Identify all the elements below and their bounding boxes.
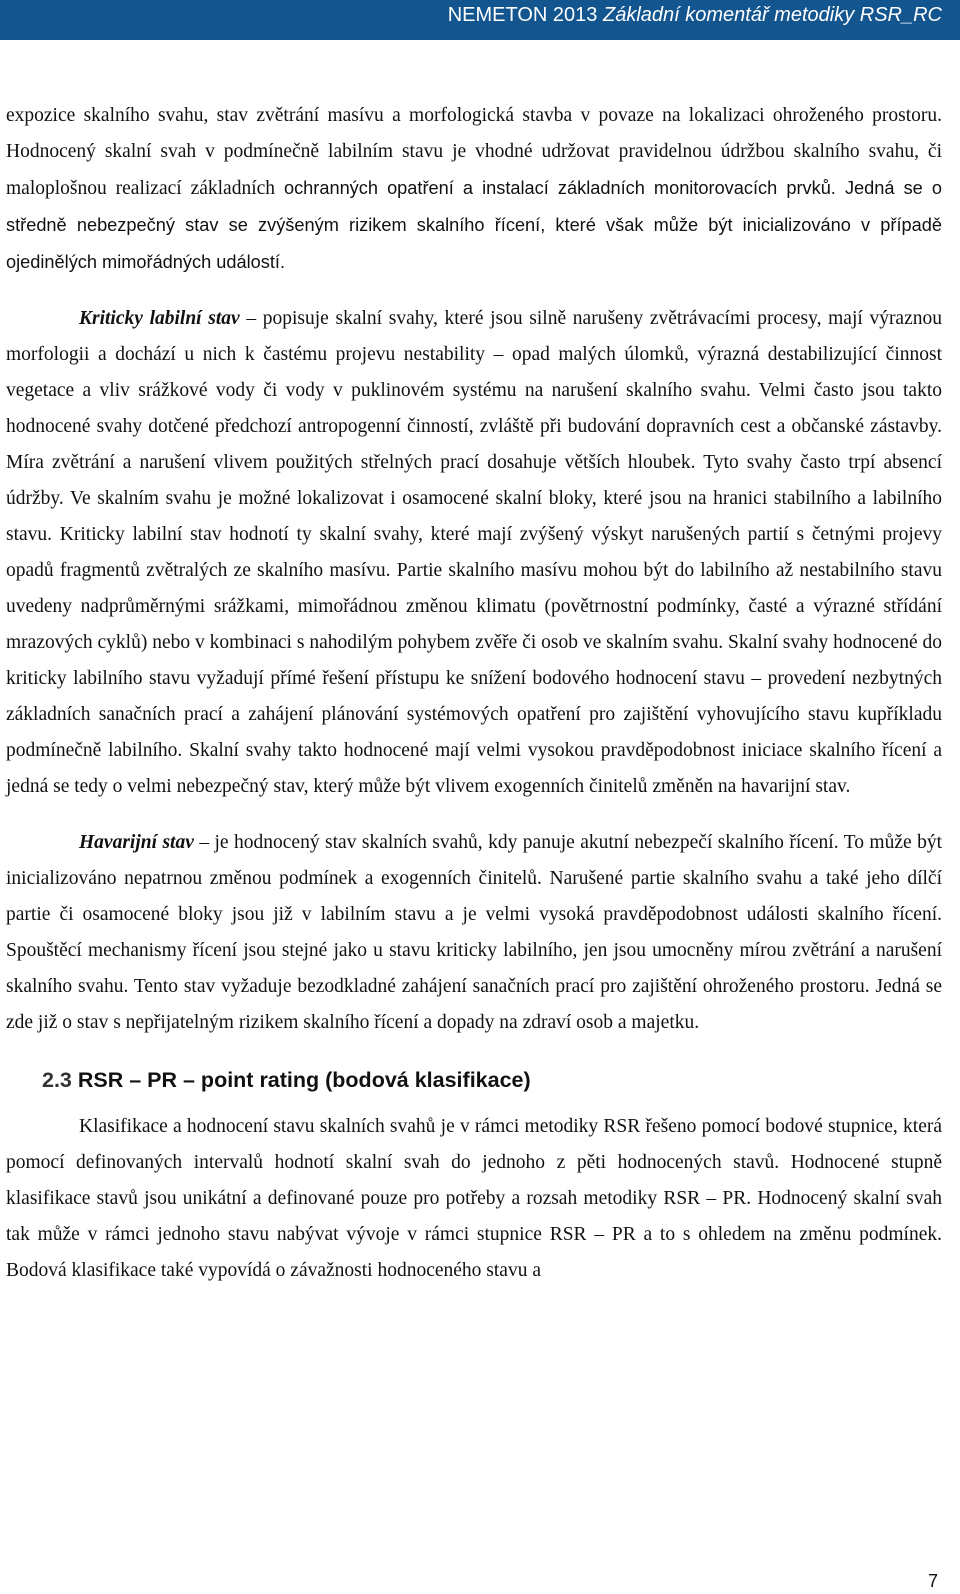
section-heading <box>42 1065 942 1095</box>
header-title <box>448 4 942 27</box>
header-doc-title: Základní komentář metodiky RSR_RC <box>602 4 942 26</box>
paragraph-1 <box>6 98 942 281</box>
paragraph-1-sans: ochranných opatření a instalací základních monitorovacích prvků. Jedná se o středně nebezpečný stav se zvýšeným rizikem skalního řícení, které však může být inicializováno v případě ojedinělých mimořádných událostí. <box>6 178 942 272</box>
section-title: RSR – PR – point rating (bodová klasifikace) <box>71 1068 531 1092</box>
term-kriticky-labilni-stav: Kriticky labilní stav <box>79 308 240 329</box>
section-number: 2.3 <box>42 1068 72 1092</box>
paragraph-2 <box>6 301 942 805</box>
page-number: 7 <box>927 1571 938 1591</box>
paragraph-3 <box>6 825 942 1041</box>
document-body <box>6 98 942 1289</box>
term-havarijni-stav: Havarijní stav <box>79 832 194 853</box>
paragraph-1-serif: expozice skalního svahu, stav zvětrání masívu a morfologická stavba v povaze na lokalizaci ohroženého prostoru. Hodnocený skalní svah v podmínečně labilním stavu je vhodné udržovat pravidelnou údržbou skalního svahu, či maloplošnou realizací základních <box>6 105 942 199</box>
page-header <box>0 0 960 40</box>
paragraph-4-text: Klasifikace a hodnocení stavu skalních svahů je v rámci metodiky RSR řešeno pomocí bodové stupnice, která pomocí definovaných intervalů hodnotí skalní svah do jednoho z pěti hodnocených stavů. Hodnocené stupně klasifikace stavů jsou unikátní a definované pouze pro potřeby a rozsah metodiky RSR – PR. Hodnocený skalní svah tak může v rámci jednoho stavu nabývat vývoje v rámci stupnice RSR – PR a to s ohledem na změnu podmínek. Bodová klasifikace také vypovídá o závažnosti hodnoceného stavu a <box>6 1116 942 1281</box>
paragraph-3-text: – je hodnocený stav skalních svahů, kdy panuje akutní nebezpečí skalního řícení. To může být inicializováno nepatrnou změnou podmínek a exogenních činitelů. Narušené partie skalního svahu a také jeho dílčí partie či osamocené bloky jsou již v labilním stavu a je velmi vysoká pravděpodobnost události skalního řícení. Spouštěcí mechanismy řícení jsou stejné jako u stavu kriticky labilního, jen jsou umocněny mírou zvětrání a narušení skalního svahu. Tento stav vyžaduje bezodkladné zahájení sanačních prací pro zajištění ohroženého prostoru. Jedná se zde již o stav s nepřijatelným rizikem skalního řícení a dopady na zdraví osob a majetku. <box>6 832 943 1033</box>
paragraph-2-text: popisuje skalní svahy, které jsou silně narušeny zvětrávacími procesy, mají výraznou morfologii a dochází u nich k častému projevu nestability – opad malých úlomků, výrazná destabilizující činnost vegetace a vliv srážkové vody či vody v puklinovém systému na narušení skalního svahu. Velmi často jsou takto hodnocené svahy dotčené předchozí antropogenní činností, zvláště při budování dopravních cest a občanské zástavby. Míra zvětrání a narušení vlivem použitých střelných prací dosahuje větších hloubek. Tyto svahy často trpí absencí údržby. Ve skalním svahu je možné lokalizovat i osamocené skalní bloky, které jsou na hranici stabilního a labilního stavu. Kriticky labilní stav hodnotí ty skalní svahy, které mají zvýšený výskyt narušených partií s četnými projevy opadů fragmentů zvětralých ze skalního masívu. Partie skalního masívu mohou být do labilního až nestabilního stavu uvedeny nadprůměrnými srážkami, mimořádnou změnou klimatu (povětrnostní podmínky, časté a výrazné střídání mrazových cyklů) nebo v kombinaci s nahodilým pohybem zvěře či osob ve skalním svahu. Skalní svahy hodnocené do kriticky labilního stavu vyžadují přímé řešení přístupu ke snížení bodového hodnocení stavu – provedení nezbytných základních sanačních prací a zahájení plánování systémových opatření pro zajištění vyhovujícího stavu kupříkladu podmínečně labilního. Skalní svahy takto hodnocené mají velmi vysokou pravděpodobnost iniciace skalního řícení a jedná se tedy o velmi nebezpečný stav, který může být vlivem exogenních činitelů změněn na havarijní stav. <box>6 308 942 797</box>
paragraph-4 <box>6 1109 942 1289</box>
paragraph-2-dash: – <box>239 308 263 329</box>
header-prefix: NEMETON 2013 <box>447 4 603 26</box>
